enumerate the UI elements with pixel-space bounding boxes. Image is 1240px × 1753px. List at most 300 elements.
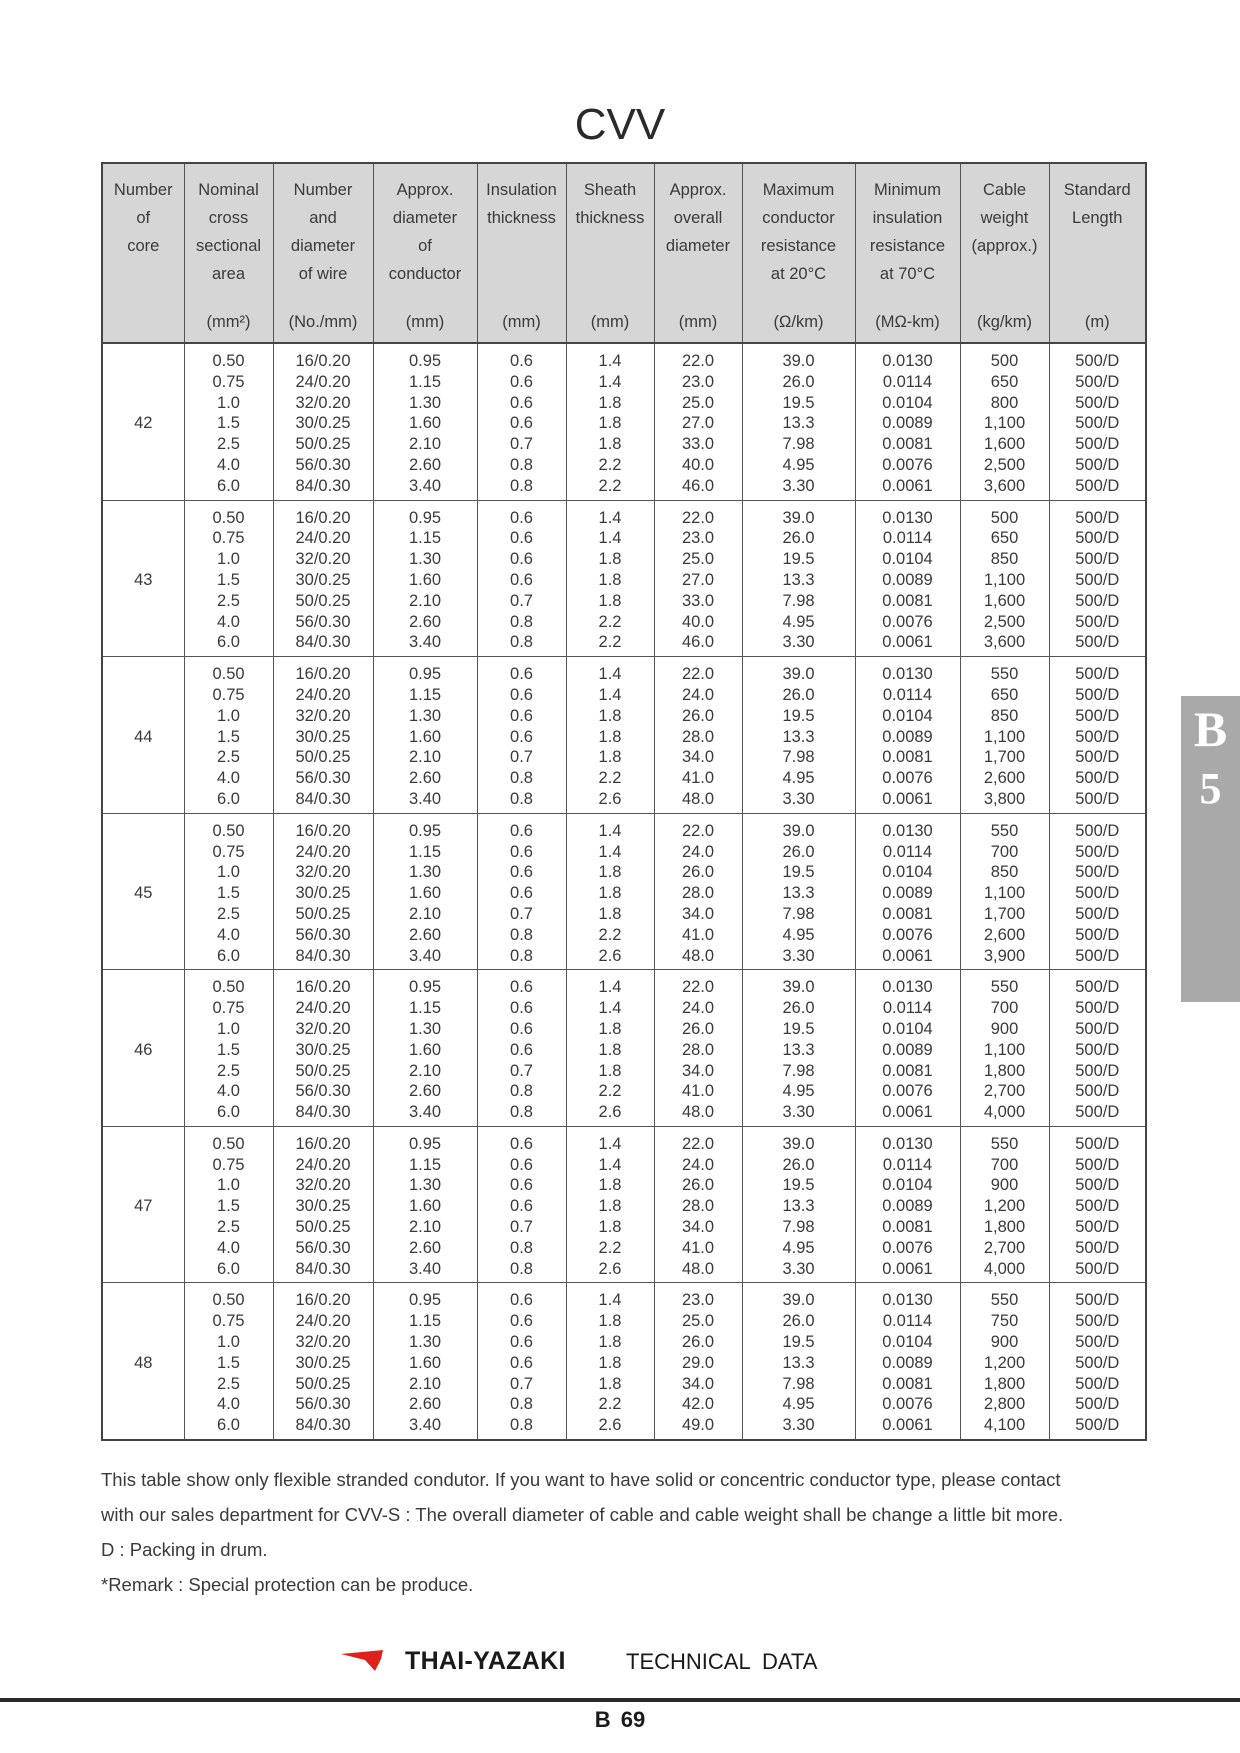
cell-value: 500/D bbox=[1075, 706, 1120, 725]
cell-value: 1.8 bbox=[598, 748, 622, 767]
cell-value: 24/0.20 bbox=[295, 842, 351, 861]
cell-value: 41.0 bbox=[681, 1238, 715, 1257]
data-cell-area bbox=[184, 813, 273, 970]
cell-value: 650 bbox=[990, 685, 1019, 704]
cell-value: 16/0.20 bbox=[295, 821, 351, 840]
data-cell-overall bbox=[654, 970, 742, 1127]
cell-value: 650 bbox=[990, 529, 1019, 548]
cell-value: 1.15 bbox=[408, 529, 442, 548]
data-cell-overall bbox=[654, 813, 742, 970]
cell-value: 2.10 bbox=[408, 1061, 442, 1080]
cell-value: 1.4 bbox=[598, 821, 622, 840]
cell-value: 0.50 bbox=[212, 1291, 245, 1310]
cell-value: 16/0.20 bbox=[295, 352, 351, 370]
cell-value: 1.5 bbox=[217, 1040, 240, 1059]
column-header-unit: (Ω/km) bbox=[773, 313, 824, 331]
column-header-unit: (mm) bbox=[405, 313, 445, 331]
cell-value: 24.0 bbox=[681, 842, 715, 861]
cell-value: 6.0 bbox=[217, 633, 240, 652]
column-header-unit: (MΩ-km) bbox=[875, 313, 940, 331]
cell-value: 0.0104 bbox=[882, 550, 933, 569]
cell-value: 500/D bbox=[1075, 1238, 1120, 1257]
cell-value: 50/0.25 bbox=[295, 1218, 351, 1237]
cell-value: 2.10 bbox=[408, 435, 442, 454]
cell-value: 16/0.20 bbox=[295, 665, 351, 684]
cell-value: 2.2 bbox=[598, 633, 622, 652]
data-cell-insulation bbox=[477, 1126, 566, 1283]
cell-value: 0.95 bbox=[408, 1291, 442, 1310]
cell-value: 500/D bbox=[1075, 925, 1120, 944]
cell-value: 30/0.25 bbox=[295, 1353, 351, 1372]
cell-value: 0.8 bbox=[510, 476, 533, 495]
cell-value: 84/0.30 bbox=[295, 633, 351, 652]
cell-value: 0.0089 bbox=[882, 1353, 933, 1372]
cell-value: 0.6 bbox=[510, 372, 533, 391]
cell-value: 13.3 bbox=[782, 1040, 815, 1059]
cell-value: 3,600 bbox=[983, 633, 1026, 652]
cell-value: 0.6 bbox=[510, 1040, 533, 1059]
cell-value: 0.7 bbox=[510, 591, 533, 610]
column-header-label: Maximum conductor resistance at 20°C bbox=[760, 181, 837, 283]
cell-value: 1.5 bbox=[217, 1353, 240, 1372]
cell-value: 25.0 bbox=[681, 550, 715, 569]
column-header-unit: (No./mm) bbox=[288, 313, 358, 331]
cell-value: 2.5 bbox=[217, 904, 240, 923]
cell-value: 1.0 bbox=[217, 1333, 240, 1352]
cell-value: 1.30 bbox=[408, 393, 442, 412]
cell-value: 0.6 bbox=[510, 842, 533, 861]
cell-value: 1,200 bbox=[983, 1353, 1026, 1372]
cell-value: 4,000 bbox=[983, 1103, 1026, 1122]
cell-value: 30/0.25 bbox=[295, 727, 351, 746]
cell-value: 1.8 bbox=[598, 706, 622, 725]
section-tab-number: 5 bbox=[1199, 764, 1222, 813]
cell-value: 1.8 bbox=[598, 727, 622, 746]
cell-value: 3.40 bbox=[408, 789, 442, 808]
cell-value: 1.8 bbox=[598, 1333, 622, 1352]
data-cell-overall bbox=[654, 500, 742, 657]
cell-value: 1.0 bbox=[217, 706, 240, 725]
cell-value: 84/0.30 bbox=[295, 789, 351, 808]
cell-value: 1.8 bbox=[598, 550, 622, 569]
cell-value: 1.60 bbox=[408, 414, 442, 433]
cell-value: 0.95 bbox=[408, 508, 442, 527]
cell-value: 0.7 bbox=[510, 904, 533, 923]
cell-value: 0.8 bbox=[510, 612, 533, 631]
cell-value: 23.0 bbox=[681, 1291, 715, 1310]
cell-value: 2.10 bbox=[408, 748, 442, 767]
data-cell-wire bbox=[273, 1126, 373, 1283]
cell-value: 0.0081 bbox=[882, 1061, 933, 1080]
cell-value: 2.6 bbox=[598, 1259, 622, 1278]
data-cell-wire bbox=[273, 343, 373, 500]
cell-value: 26.0 bbox=[782, 1155, 815, 1174]
note-line: with our sales department for CVV-S : The overall diameter of cable and cable weight shall be change a little bit more. bbox=[101, 1504, 1064, 1525]
cell-value: 41.0 bbox=[681, 1082, 715, 1101]
cell-value: 0.8 bbox=[510, 769, 533, 788]
column-header-label: Number of core bbox=[113, 181, 173, 255]
cell-value: 500/D bbox=[1075, 789, 1120, 808]
column-header bbox=[373, 163, 477, 343]
cell-value: 0.6 bbox=[510, 821, 533, 840]
data-cell-conductor bbox=[373, 813, 477, 970]
cell-value: 1.8 bbox=[598, 1176, 622, 1195]
cell-value: 19.5 bbox=[782, 550, 815, 569]
data-cell-area bbox=[184, 1283, 273, 1440]
cell-value: 0.6 bbox=[510, 550, 533, 569]
cell-value: 0.8 bbox=[510, 1082, 533, 1101]
cell-value: 500/D bbox=[1075, 570, 1120, 589]
cell-value: 0.0089 bbox=[882, 570, 933, 589]
cell-value: 0.0114 bbox=[882, 685, 933, 704]
column-header-unit: (mm) bbox=[590, 313, 630, 331]
data-cell-wire bbox=[273, 500, 373, 657]
cell-value: 39.0 bbox=[782, 821, 815, 840]
cell-value: 0.8 bbox=[510, 925, 533, 944]
cell-value: 0.7 bbox=[510, 1061, 533, 1080]
cell-value: 0.6 bbox=[510, 978, 533, 997]
cell-value: 4.95 bbox=[782, 455, 815, 474]
cell-value: 1.8 bbox=[598, 1374, 622, 1393]
cell-value: 2.2 bbox=[598, 1395, 622, 1414]
core-count-cell: 43 bbox=[102, 500, 184, 657]
cell-value: 0.0104 bbox=[882, 1333, 933, 1352]
data-cell-resistance bbox=[742, 500, 855, 657]
cell-value: 1,800 bbox=[983, 1061, 1026, 1080]
cell-value: 3.40 bbox=[408, 1416, 442, 1435]
cell-value: 500/D bbox=[1075, 393, 1120, 412]
cell-value: 0.50 bbox=[212, 508, 245, 527]
cell-value: 0.0130 bbox=[882, 665, 933, 684]
cell-value: 26.0 bbox=[782, 999, 815, 1018]
cell-value: 13.3 bbox=[782, 727, 815, 746]
cell-value: 6.0 bbox=[217, 1103, 240, 1122]
cell-value: 2.2 bbox=[598, 769, 622, 788]
cell-value: 25.0 bbox=[681, 1312, 715, 1331]
table-row bbox=[102, 500, 1146, 657]
cell-value: 1.8 bbox=[598, 1197, 622, 1216]
cell-value: 0.7 bbox=[510, 748, 533, 767]
cell-value: 24/0.20 bbox=[295, 1155, 351, 1174]
data-cell-length bbox=[1049, 657, 1146, 814]
cell-value: 84/0.30 bbox=[295, 946, 351, 965]
cell-value: 1,700 bbox=[983, 904, 1026, 923]
cell-value: 26.0 bbox=[782, 842, 815, 861]
cell-value: 22.0 bbox=[681, 665, 715, 684]
cell-value: 6.0 bbox=[217, 1259, 240, 1278]
column-header-unit: (mm²) bbox=[206, 313, 251, 331]
cell-value: 1.15 bbox=[408, 685, 442, 704]
cell-value: 50/0.25 bbox=[295, 748, 351, 767]
table-body bbox=[102, 343, 1146, 1440]
cell-value: 4.0 bbox=[217, 1238, 240, 1257]
data-cell-insulation bbox=[477, 657, 566, 814]
cell-value: 1.60 bbox=[408, 727, 442, 746]
cell-value: 0.0104 bbox=[882, 706, 933, 725]
cell-value: 26.0 bbox=[782, 1312, 815, 1331]
cell-value: 0.6 bbox=[510, 685, 533, 704]
cell-value: 24.0 bbox=[681, 1155, 715, 1174]
core-count-cell: 47 bbox=[102, 1126, 184, 1283]
cell-value: 13.3 bbox=[782, 414, 815, 433]
cell-value: 0.0061 bbox=[882, 789, 933, 808]
table-header-row bbox=[102, 163, 1146, 343]
data-cell-conductor bbox=[373, 657, 477, 814]
data-cell-resistance bbox=[742, 813, 855, 970]
cell-value: 26.0 bbox=[782, 372, 815, 391]
cell-value: 22.0 bbox=[681, 508, 715, 527]
cell-value: 24/0.20 bbox=[295, 372, 351, 391]
cell-value: 39.0 bbox=[782, 352, 815, 370]
cell-value: 0.8 bbox=[510, 1103, 533, 1122]
core-count-cell: 45 bbox=[102, 813, 184, 970]
cell-value: 0.8 bbox=[510, 1395, 533, 1414]
cell-value: 46.0 bbox=[681, 476, 715, 495]
cell-value: 2.6 bbox=[598, 1103, 622, 1122]
data-cell-sheath bbox=[566, 657, 654, 814]
cell-value: 13.3 bbox=[782, 1197, 815, 1216]
cell-value: 1.8 bbox=[598, 435, 622, 454]
cell-value: 500/D bbox=[1075, 1395, 1120, 1414]
cell-value: 1.8 bbox=[598, 1353, 622, 1372]
cell-value: 500/D bbox=[1075, 476, 1120, 495]
cell-value: 3.40 bbox=[408, 633, 442, 652]
cell-value: 32/0.20 bbox=[295, 550, 351, 569]
column-header bbox=[1049, 163, 1146, 343]
cell-value: 500/D bbox=[1075, 863, 1120, 882]
section-tab[interactable] bbox=[1181, 696, 1240, 1002]
cell-value: 28.0 bbox=[681, 1197, 715, 1216]
cell-value: 4.0 bbox=[217, 925, 240, 944]
data-cell-conductor bbox=[373, 500, 477, 657]
cell-value: 1.8 bbox=[598, 591, 622, 610]
cell-value: 550 bbox=[990, 978, 1019, 997]
footer-rule bbox=[0, 1698, 1240, 1702]
cell-value: 500/D bbox=[1075, 842, 1120, 861]
cell-value: 850 bbox=[990, 863, 1019, 882]
cell-value: 1.5 bbox=[217, 414, 240, 433]
cell-value: 2.60 bbox=[408, 612, 442, 631]
cell-value: 1,100 bbox=[983, 570, 1026, 589]
cell-value: 1.30 bbox=[408, 1176, 442, 1195]
cell-value: 13.3 bbox=[782, 570, 815, 589]
cell-value: 24.0 bbox=[681, 999, 715, 1018]
cell-value: 1.60 bbox=[408, 570, 442, 589]
cell-value: 900 bbox=[990, 1176, 1019, 1195]
cell-value: 0.0114 bbox=[882, 529, 933, 548]
data-cell-wire bbox=[273, 657, 373, 814]
cell-value: 16/0.20 bbox=[295, 1134, 351, 1153]
data-cell-weight bbox=[960, 1283, 1049, 1440]
cell-value: 50/0.25 bbox=[295, 591, 351, 610]
cell-value: 500/D bbox=[1075, 1019, 1120, 1038]
data-cell-insres bbox=[855, 343, 960, 500]
data-cell-insulation bbox=[477, 343, 566, 500]
cell-value: 29.0 bbox=[681, 1353, 715, 1372]
cell-value: 500/D bbox=[1075, 884, 1120, 903]
spec-table bbox=[101, 162, 1147, 1441]
cell-value: 0.0081 bbox=[882, 1374, 933, 1393]
cell-value: 500/D bbox=[1075, 1082, 1120, 1101]
cell-value: 0.8 bbox=[510, 789, 533, 808]
cell-value: 2.10 bbox=[408, 904, 442, 923]
cell-value: 3.30 bbox=[782, 1416, 815, 1435]
cell-value: 0.0061 bbox=[882, 1103, 933, 1122]
cell-value: 7.98 bbox=[782, 435, 815, 454]
cell-value: 1.8 bbox=[598, 1040, 622, 1059]
cell-value: 1.4 bbox=[598, 665, 622, 684]
cell-value: 0.0089 bbox=[882, 884, 933, 903]
cell-value: 1.4 bbox=[598, 352, 622, 370]
cell-value: 0.6 bbox=[510, 1019, 533, 1038]
cell-value: 3,600 bbox=[983, 476, 1026, 495]
cell-value: 1.5 bbox=[217, 570, 240, 589]
cell-value: 2.5 bbox=[217, 748, 240, 767]
cell-value: 500/D bbox=[1075, 352, 1120, 370]
cell-value: 0.0081 bbox=[882, 591, 933, 610]
cell-value: 39.0 bbox=[782, 665, 815, 684]
cell-value: 32/0.20 bbox=[295, 706, 351, 725]
cell-value: 3.30 bbox=[782, 476, 815, 495]
cell-value: 500/D bbox=[1075, 1291, 1120, 1310]
data-cell-sheath bbox=[566, 813, 654, 970]
cell-value: 1.0 bbox=[217, 863, 240, 882]
cell-value: 500/D bbox=[1075, 633, 1120, 652]
cell-value: 0.0114 bbox=[882, 372, 933, 391]
cell-value: 19.5 bbox=[782, 1176, 815, 1195]
cell-value: 1.4 bbox=[598, 999, 622, 1018]
cell-value: 84/0.30 bbox=[295, 1416, 351, 1435]
column-header bbox=[184, 163, 273, 343]
cell-value: 22.0 bbox=[681, 1134, 715, 1153]
data-cell-area bbox=[184, 1126, 273, 1283]
cell-value: 2,600 bbox=[983, 925, 1026, 944]
cell-value: 2.10 bbox=[408, 591, 442, 610]
cell-value: 1.5 bbox=[217, 884, 240, 903]
cell-value: 2.2 bbox=[598, 925, 622, 944]
cell-value: 0.7 bbox=[510, 1218, 533, 1237]
cell-value: 500/D bbox=[1075, 1353, 1120, 1372]
cell-value: 500/D bbox=[1075, 1103, 1120, 1122]
cell-value: 2,600 bbox=[983, 769, 1026, 788]
cell-value: 16/0.20 bbox=[295, 1291, 351, 1310]
cell-value: 26.0 bbox=[681, 1333, 715, 1352]
cell-value: 1.4 bbox=[598, 978, 622, 997]
data-cell-resistance bbox=[742, 657, 855, 814]
table-row bbox=[102, 343, 1146, 500]
data-cell-insres bbox=[855, 500, 960, 657]
data-cell-sheath bbox=[566, 1126, 654, 1283]
cell-value: 2.5 bbox=[217, 591, 240, 610]
cell-value: 40.0 bbox=[681, 612, 715, 631]
cell-value: 4.95 bbox=[782, 769, 815, 788]
column-header-unit: (mm) bbox=[678, 313, 718, 331]
cell-value: 39.0 bbox=[782, 978, 815, 997]
cell-value: 0.8 bbox=[510, 455, 533, 474]
cell-value: 1.8 bbox=[598, 884, 622, 903]
column-header-unit: (kg/km) bbox=[977, 313, 1032, 331]
cell-value: 26.0 bbox=[681, 1019, 715, 1038]
cell-value: 1.8 bbox=[598, 1218, 622, 1237]
data-cell-sheath bbox=[566, 970, 654, 1127]
data-cell-wire bbox=[273, 970, 373, 1127]
cell-value: 1.4 bbox=[598, 508, 622, 527]
cell-value: 1.8 bbox=[598, 863, 622, 882]
cell-value: 0.7 bbox=[510, 435, 533, 454]
page-title: CVV bbox=[574, 100, 666, 149]
cell-value: 500/D bbox=[1075, 372, 1120, 391]
cell-value: 39.0 bbox=[782, 1134, 815, 1153]
cell-value: 30/0.25 bbox=[295, 570, 351, 589]
cell-value: 3.30 bbox=[782, 633, 815, 652]
cell-value: 19.5 bbox=[782, 863, 815, 882]
note-line: *Remark : Special protection can be produce. bbox=[101, 1574, 474, 1595]
data-cell-resistance bbox=[742, 970, 855, 1127]
column-header bbox=[273, 163, 373, 343]
cell-value: 0.95 bbox=[408, 821, 442, 840]
cell-value: 700 bbox=[990, 842, 1019, 861]
cell-value: 0.0114 bbox=[882, 1155, 933, 1174]
column-header bbox=[960, 163, 1049, 343]
cell-value: 2.10 bbox=[408, 1218, 442, 1237]
cell-value: 0.95 bbox=[408, 978, 442, 997]
cell-value: 32/0.20 bbox=[295, 863, 351, 882]
data-cell-insres bbox=[855, 1283, 960, 1440]
data-cell-wire bbox=[273, 813, 373, 970]
column-header-unit: (m) bbox=[1084, 313, 1110, 331]
data-cell-overall bbox=[654, 1283, 742, 1440]
cell-value: 2.2 bbox=[598, 612, 622, 631]
cell-value: 2.6 bbox=[598, 1416, 622, 1435]
cell-value: 0.50 bbox=[212, 665, 245, 684]
cell-value: 2.60 bbox=[408, 455, 442, 474]
cell-value: 1.15 bbox=[408, 999, 442, 1018]
cell-value: 1.60 bbox=[408, 1040, 442, 1059]
cell-value: 34.0 bbox=[681, 748, 715, 767]
cell-value: 3.40 bbox=[408, 946, 442, 965]
cell-value: 26.0 bbox=[782, 685, 815, 704]
cell-value: 500/D bbox=[1075, 769, 1120, 788]
cell-value: 3.40 bbox=[408, 1259, 442, 1278]
cell-value: 6.0 bbox=[217, 946, 240, 965]
data-cell-insulation bbox=[477, 970, 566, 1127]
data-cell-length bbox=[1049, 813, 1146, 970]
cell-value: 0.0076 bbox=[882, 455, 933, 474]
cell-value: 4.95 bbox=[782, 1082, 815, 1101]
data-cell-overall bbox=[654, 657, 742, 814]
data-cell-resistance bbox=[742, 1126, 855, 1283]
cell-value: 1,800 bbox=[983, 1218, 1026, 1237]
cell-value: 1,800 bbox=[983, 1374, 1026, 1393]
core-count-cell: 46 bbox=[102, 970, 184, 1127]
cell-value: 28.0 bbox=[681, 1040, 715, 1059]
cell-value: 2.60 bbox=[408, 925, 442, 944]
cell-value: 56/0.30 bbox=[295, 1395, 351, 1414]
cell-value: 22.0 bbox=[681, 352, 715, 370]
cell-value: 0.6 bbox=[510, 393, 533, 412]
cell-value: 500/D bbox=[1075, 1333, 1120, 1352]
cell-value: 0.0076 bbox=[882, 1238, 933, 1257]
cell-value: 1,100 bbox=[983, 414, 1026, 433]
cell-value: 2.6 bbox=[598, 789, 622, 808]
cell-value: 56/0.30 bbox=[295, 612, 351, 631]
cell-value: 500/D bbox=[1075, 550, 1120, 569]
cell-value: 41.0 bbox=[681, 769, 715, 788]
cell-value: 28.0 bbox=[681, 884, 715, 903]
cell-value: 0.50 bbox=[212, 352, 245, 370]
cell-value: 1.0 bbox=[217, 550, 240, 569]
cell-value: 500/D bbox=[1075, 591, 1120, 610]
